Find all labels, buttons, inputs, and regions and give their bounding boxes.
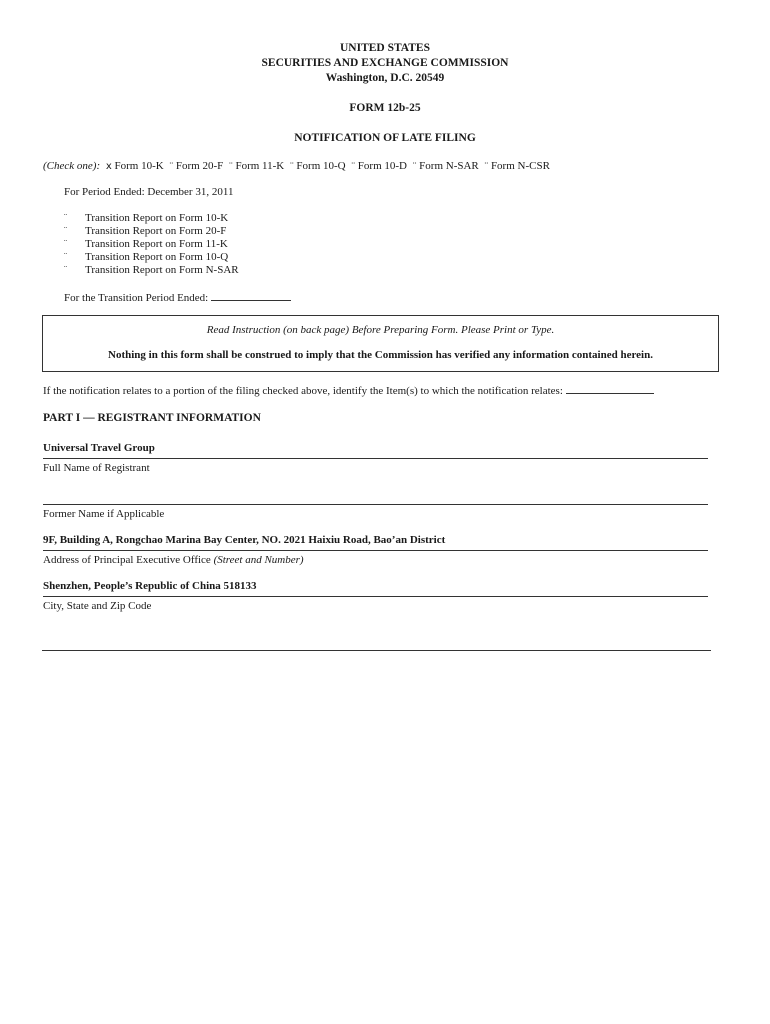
form-title: FORM 12b-25 [349,102,421,114]
option-form-10d: Form 10-D [357,160,407,172]
check-one-prefix: (Check one): [43,160,101,172]
read-instructions: Read Instruction (on back page) Before Preparing Form. Please Print or Type. [206,324,555,336]
disclaimer: Nothing in this form shall be construed to imply that the Commission has verified any information contained herein. [108,349,653,361]
transition-label: Transition Report on Form 11-K [85,238,228,250]
city-label: City, State and Zip Code [43,600,152,612]
transition-label: Transition Report on Form 20-F [85,225,227,237]
option-form-10k: Form 10-K [114,160,164,172]
transition-checkbox[interactable]: ¨ [64,212,67,222]
option-form-ncsr: Form N-CSR [490,160,550,172]
transition-label: Transition Report on Form N-SAR [85,264,239,276]
transition-report-item [64,251,228,263]
transition-report-item [64,264,239,276]
checkbox-form-11k[interactable]: ¨ [229,160,233,172]
transition-report-item [64,238,228,250]
city-line [43,596,708,597]
option-form-11k: Form 11-K [235,160,285,172]
checkbox-form-10d[interactable]: ¨ [351,160,356,172]
address-line [43,550,708,551]
option-form-20f: Form 20-F [175,160,224,172]
transition-period-label: For the Transition Period Ended: [64,292,209,304]
option-form-nsar: Form N-SAR [419,160,479,172]
transition-report-item [64,225,226,237]
former-name-line [43,504,708,505]
header-line-1: UNITED STATES [339,42,430,54]
transition-checkbox[interactable]: ¨ [64,238,67,248]
checkbox-form-ncsr[interactable]: ¨ [484,160,489,172]
transition-period-row [64,291,291,304]
former-name-label: Former Name if Applicable [43,508,165,520]
address-label-note: (Street and Number) [213,554,304,566]
city-value[interactable]: Shenzhen, People’s Republic of China 518133 [43,580,257,592]
period-ended: For Period Ended: December 31, 2011 [64,186,234,198]
checkbox-form-10q[interactable]: ¨ [290,160,294,172]
instructions-box [42,315,719,372]
part1-title: PART I — REGISTRANT INFORMATION [43,412,261,424]
portion-row [43,384,654,397]
transition-checkbox[interactable]: ¨ [64,251,67,261]
transition-checkbox[interactable]: ¨ [64,225,67,235]
registrant-name-line [43,458,708,459]
portion-text: If the notification relates to a portion of the filing checked above, identify the Item(s) to which the notification relates: [43,385,563,397]
registrant-name-label: Full Name of Registrant [43,462,150,474]
notification-title: NOTIFICATION OF LATE FILING [294,132,476,144]
address-value[interactable]: 9F, Building A, Rongchao Marina Bay Center, NO. 2021 Haixiu Road, Bao’an District [43,534,446,546]
bottom-rule [42,650,711,651]
checkbox-form-10k[interactable]: x [105,161,112,172]
portion-items-field[interactable] [566,384,654,394]
option-form-10q: Form 10-Q [296,160,346,172]
transition-period-field[interactable] [211,291,291,301]
transition-report-item [64,212,228,224]
header-line-2: SECURITIES AND EXCHANGE COMMISSION [261,57,509,69]
header-line-3: Washington, D.C. 20549 [325,72,445,84]
checkbox-form-nsar[interactable]: ¨ [412,160,417,172]
transition-label: Transition Report on Form 10-Q [85,251,229,263]
registrant-name-value[interactable]: Universal Travel Group [43,442,155,454]
transition-label: Transition Report on Form 10-K [85,212,229,224]
address-label: Address of Principal Executive Office [43,554,211,566]
address-label-row [43,554,304,566]
transition-checkbox[interactable]: ¨ [64,264,67,274]
check-one-row [43,160,550,172]
checkbox-form-20f[interactable]: ¨ [169,160,174,172]
